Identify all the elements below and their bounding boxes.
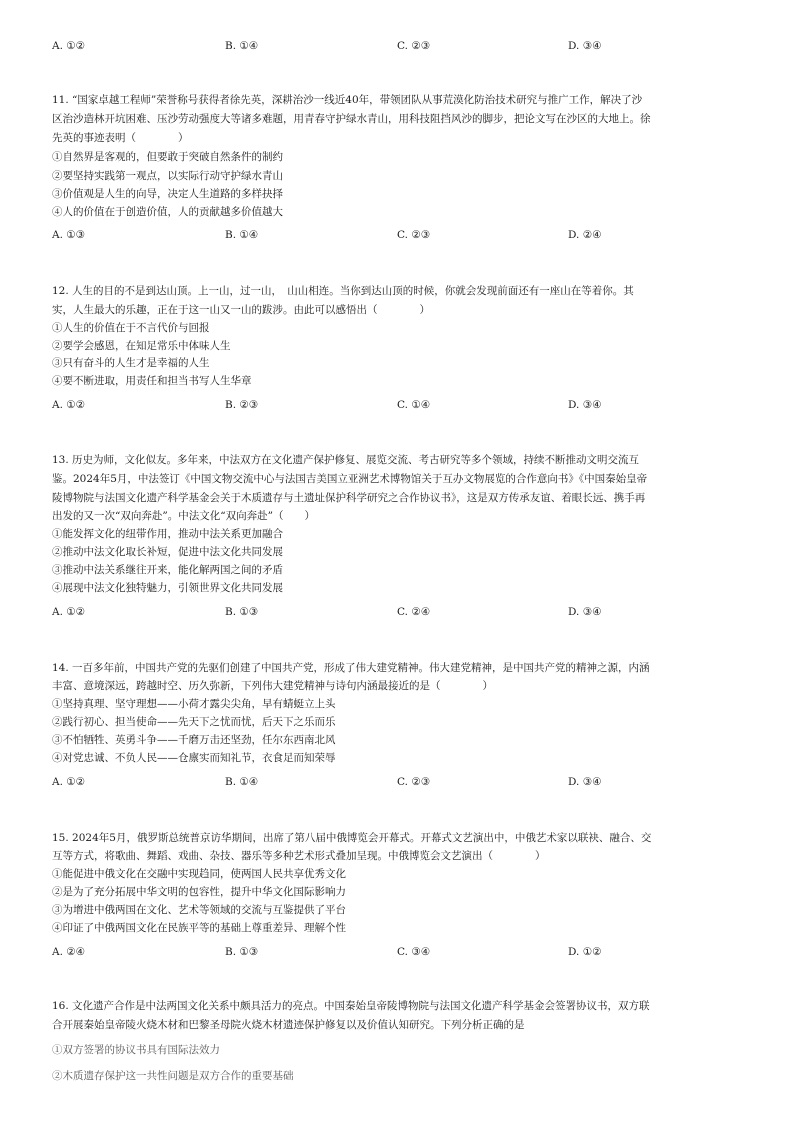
statement-item: ②践行初心、担当使命——先天下之忧而忧，后天下之乐而乐 [52,716,336,728]
question-stem-line: 12. 人生的目的不是到达山顶。上一山，过一山， 山山相连。当你到达山顶的时候，你就会发现前面还有一座山在等着你。其 [52,285,634,297]
option-a: A. ①② [52,399,86,411]
option-a: A. ①② [52,40,86,52]
option-b: B. ①④ [225,776,259,788]
option-d: D. ③④ [568,606,602,618]
option-d: D. ③④ [568,40,602,52]
statement-item: ①双方签署的协议书具有国际法效力 [52,1044,220,1056]
question-stem-line: 丰富、意境深远，跨越时空、历久弥新，下列伟大建党精神与诗句内涵最接近的是（ ） [52,680,493,692]
statement-item: ①人生的价值在于不言代价与回报 [52,322,210,334]
statement-item: ③价值观是人生的向导，决定人生道路的多样抉择 [52,188,283,200]
question-stem-line: 出发的又一次“双向奔赴”。中法文化“双向奔赴”（ ） [52,510,315,522]
statement-item: ①自然界是客观的，但要敢于突破自然条件的制约 [52,151,283,163]
statement-item: ②要坚持实践第一观点，以实际行动守护绿水青山 [52,170,283,182]
option-d: D. ①② [568,946,602,958]
option-b: B. ①④ [225,229,259,241]
question-stem-line: 鉴。2024年5月，中法签订《中国文物交流中心与法国吉美国立亚洲艺术博物馆关于互办文物展览的合作意向书》《中国秦始皇帝 [52,473,648,485]
question-stem-line: 区治沙造林开坑困难、压沙劳动强度大等诸多难题，用青春守护绿水青山，用科技阻挡风沙的脚步，把论文写在沙区的大地上。徐 [52,113,651,125]
statement-item: ③只有奋斗的人生才是幸福的人生 [52,357,210,369]
statement-item: ④要不断进取，用责任和担当书写人生华章 [52,375,252,387]
statement-item: ④人的价值在于创造价值，人的贡献越多价值越大 [52,206,283,218]
option-c: C. ②③ [397,40,431,52]
question-stem-line: 合开展秦始皇帝陵火烧木材和巴黎圣母院火烧木材遗迹保护修复以及价值认知研究。下列分析正确的是 [52,1019,525,1031]
statement-item: ③不怕牺牲、英勇斗争——千磨万击还坚劲，任尔东西南北风 [52,734,336,746]
option-b: B. ①③ [225,606,259,618]
statement-item: ①能促进中俄文化在交融中实现趋同，使两国人民共享优秀文化 [52,868,346,880]
option-b: B. ①④ [225,40,259,52]
question-stem-line: 互等方式，将歌曲、舞蹈、戏曲、杂技、器乐等多种艺术形式叠加呈现。中俄博览会文艺演出（ ） [52,850,546,862]
option-d: D. ②④ [568,229,602,241]
statement-item: ④印证了中俄两国文化在民族平等的基础上尊重差异、理解个性 [52,922,346,934]
option-c: C. ③④ [397,946,431,958]
question-stem-line: 15. 2024年5月，俄罗斯总统普京访华期间，出席了第八届中俄博览会开幕式。开幕式文艺演出中，中俄艺术家以联袂、融合、交 [52,832,652,844]
option-a: A. ①② [52,776,86,788]
question-stem-line: 13. 历史为师，文化似友。多年来，中法双方在文化遗产保护修复、展览交流、考古研究等多个领域，持续不断推动文明交流互 [52,454,640,466]
question-stem-line: 先英的事迹表明（ ） [52,132,189,144]
question-stem-line: 陵博物院与法国文化遗产科学基金会关于木质遗存与土遗址保护科学研究之合作协议书》，这是双方传承友谊、着眼长远、携手再 [52,492,646,504]
statement-item: ①能发挥文化的纽带作用，推动中法关系更加融合 [52,528,283,540]
statement-item: ②推动中法文化取长补短，促进中法文化共同发展 [52,546,283,558]
question-stem-line: 实，人生最大的乐趣，正在于这一山又一山的跋涉。由此可以感悟出（ ） [52,304,430,316]
option-c: C. ②③ [397,229,431,241]
statement-item: ①坚持真理、坚守理想——小荷才露尖尖角，早有蜻蜓立上头 [52,698,336,710]
statement-item: ②要学会感恩，在知足常乐中体味人生 [52,340,231,352]
question-stem-line: 16. 文化遗产合作是中法两国文化关系中颇具活力的亮点。中国秦始皇帝陵博物院与法国文化遗产科学基金会签署协议书，双方联 [52,1000,650,1012]
option-d: D. ③④ [568,399,602,411]
option-c: C. ②③ [397,776,431,788]
option-b: B. ②③ [225,399,259,411]
question-stem-line: 11. “国家卓越工程师”荣誉称号获得者徐先英，深耕治沙一线近40年，带领团队从事荒漠化防治技术研究与推广工作，解决了沙 [52,94,643,106]
option-a: A. ①② [52,606,86,618]
option-c: C. ①④ [397,399,431,411]
option-a: A. ①③ [52,229,86,241]
option-a: A. ②④ [52,946,86,958]
statement-item: ②是为了充分拓展中华文明的包容性，提升中华文化国际影响力 [52,886,346,898]
statement-item: ③推动中法关系继往开来，能化解两国之间的矛盾 [52,564,283,576]
question-stem-line: 14. 一百多年前，中国共产党的先驱们创建了中国共产党，形成了伟大建党精神。伟大建党精神，是中国共产党的精神之源，内涵 [52,662,650,674]
statement-item: ③为增进中俄两国在文化、艺术等领域的交流与互鉴提供了平台 [52,904,346,916]
statement-item: ④对党忠诚、不负人民——仓廪实而知礼节，衣食足而知荣辱 [52,752,336,764]
statement-item: ②木质遗存保护这一共性问题是双方合作的重要基础 [52,1070,294,1082]
option-d: D. ③④ [568,776,602,788]
option-b: B. ①③ [225,946,259,958]
statement-item: ④展现中法文化独特魅力，引领世界文化共同发展 [52,582,283,594]
option-c: C. ②④ [397,606,431,618]
